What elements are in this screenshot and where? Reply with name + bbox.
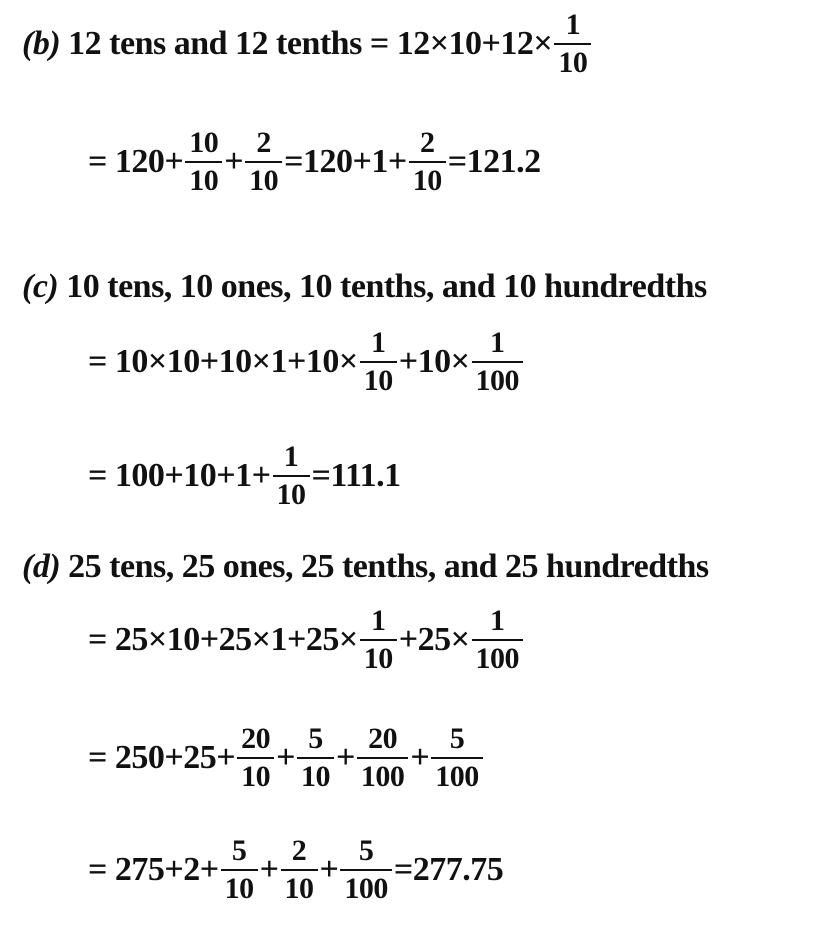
part-d-step-2 — [88, 724, 485, 792]
denominator: 10 — [273, 475, 310, 510]
fraction — [554, 10, 591, 78]
part-c-step-2 — [88, 442, 401, 510]
numerator: 5 — [308, 722, 323, 755]
part-c-label: (c) — [22, 268, 59, 305]
fraction — [281, 836, 318, 904]
denominator: 10 — [245, 161, 282, 196]
numerator: 2 — [291, 834, 307, 867]
denominator: 10 — [360, 361, 397, 396]
numerator: 1 — [565, 8, 581, 41]
part-c-step-1 — [88, 328, 525, 396]
denominator: 10 — [297, 757, 334, 792]
denominator: 100 — [357, 757, 409, 792]
expression-result: =121.2 — [447, 143, 541, 180]
denominator: 10 — [221, 869, 258, 904]
numerator: 2 — [420, 126, 435, 159]
fraction — [409, 128, 446, 196]
part-d-step-3 — [88, 836, 503, 904]
fraction — [237, 724, 274, 792]
expression-result: =277.75 — [393, 851, 504, 888]
denominator: 10 — [185, 161, 222, 196]
fraction — [431, 724, 483, 792]
fraction — [472, 606, 524, 674]
part-b-label: (b) — [22, 25, 61, 62]
numerator: 2 — [256, 126, 271, 159]
fraction — [221, 836, 258, 904]
denominator: 100 — [431, 757, 483, 792]
part-b-heading — [22, 10, 593, 78]
expression-text: +10× — [398, 343, 470, 380]
fraction — [357, 724, 409, 792]
numerator: 1 — [371, 604, 386, 637]
part-c-heading-text: 10 tens, 10 ones, 10 tenths, and 10 hundredths — [66, 268, 707, 305]
numerator: 1 — [490, 604, 505, 637]
part-d-heading — [22, 548, 709, 586]
part-c-heading — [22, 268, 707, 306]
expression-text: + — [336, 739, 355, 776]
fraction — [360, 328, 397, 396]
expression-text: + — [224, 143, 244, 180]
fraction — [340, 836, 392, 904]
part-b-heading-text: 12 tens and 12 tenths = 12×10+12× — [68, 25, 553, 62]
numerator: 10 — [189, 126, 219, 159]
fraction — [472, 328, 524, 396]
fraction — [360, 606, 397, 674]
expression-result: =111.1 — [311, 457, 401, 494]
fraction — [297, 724, 334, 792]
part-b-step-1 — [88, 128, 541, 196]
part-d-heading-text: 25 tens, 25 ones, 25 tenths, and 25 hundredths — [68, 548, 709, 585]
expression-text: = 250+25+ — [88, 739, 236, 776]
denominator: 100 — [472, 639, 524, 674]
fraction — [185, 128, 222, 196]
expression-text: + — [259, 851, 279, 888]
denominator: 10 — [281, 869, 318, 904]
denominator: 10 — [237, 757, 274, 792]
expression-text: + — [410, 739, 430, 776]
expression-text: = 10×10+10×1+10× — [88, 343, 358, 380]
numerator: 5 — [358, 834, 374, 867]
expression-text: = 25×10+25×1+25× — [88, 621, 358, 658]
part-d-step-1 — [88, 606, 525, 674]
numerator: 20 — [368, 722, 398, 755]
expression-text: + — [319, 851, 339, 888]
numerator: 1 — [490, 326, 505, 359]
denominator: 10 — [554, 43, 591, 78]
numerator: 1 — [371, 326, 386, 359]
part-d-label: (d) — [22, 548, 61, 585]
expression-text: =120+1+ — [284, 143, 407, 180]
denominator: 100 — [340, 869, 392, 904]
expression-text: = 120+ — [88, 143, 184, 180]
numerator: 1 — [283, 440, 299, 473]
fraction — [273, 442, 310, 510]
expression-text: +25× — [398, 621, 470, 658]
expression-text: + — [276, 739, 295, 776]
expression-text: = 275+2+ — [88, 851, 219, 888]
denominator: 10 — [360, 639, 397, 674]
denominator: 100 — [472, 361, 524, 396]
numerator: 5 — [449, 722, 465, 755]
fraction — [245, 128, 282, 196]
numerator: 20 — [241, 722, 271, 755]
numerator: 5 — [231, 834, 247, 867]
denominator: 10 — [409, 161, 446, 196]
expression-text: = 100+10+1+ — [88, 457, 271, 494]
